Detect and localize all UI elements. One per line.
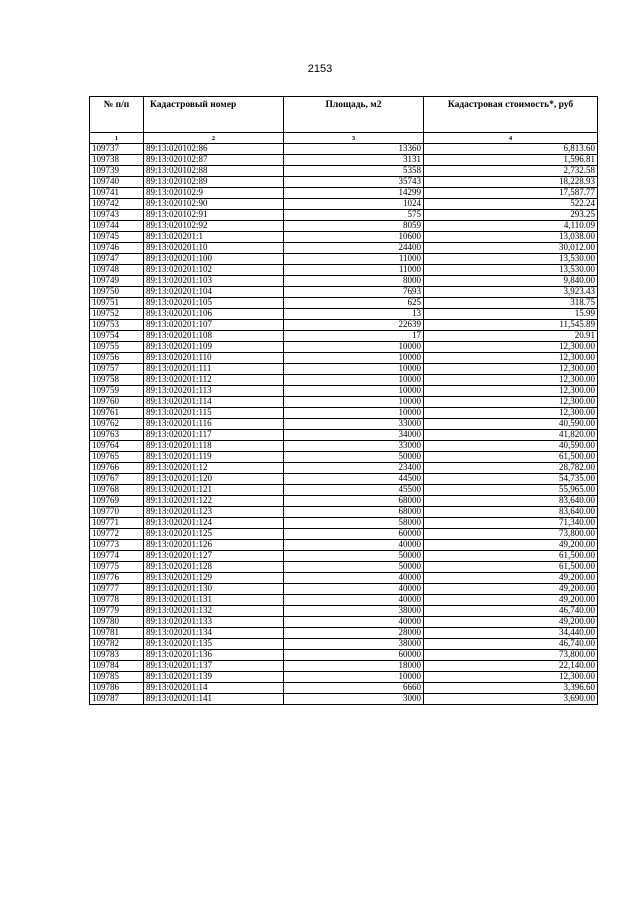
cost-value: 522.24 [424,199,598,210]
area-value: 575 [284,210,424,221]
cadastral-number: 89:13:020201:122 [144,496,284,507]
table-row [90,287,598,298]
cost-value: 40,590.00 [424,419,598,430]
cadastral-number: 89:13:020102:89 [144,177,284,188]
cost-value: 12,300.00 [424,375,598,386]
table-row [90,639,598,650]
row-number: 109771 [90,518,144,529]
table-row [90,529,598,540]
row-number: 109759 [90,386,144,397]
table-row [90,364,598,375]
cadastral-number: 89:13:020201:131 [144,595,284,606]
table-row [90,155,598,166]
table-row [90,463,598,474]
cost-value: 17,587.77 [424,188,598,199]
cadastral-number: 89:13:020201:134 [144,628,284,639]
cost-value: 13,530.00 [424,265,598,276]
row-number: 109738 [90,155,144,166]
table-row [90,485,598,496]
cadastral-number: 89:13:020201:1 [144,232,284,243]
table-row [90,474,598,485]
area-value: 10000 [284,353,424,364]
cadastral-number: 89:13:020201:104 [144,287,284,298]
area-value: 28000 [284,628,424,639]
row-number: 109740 [90,177,144,188]
header-area: Площадь, м2 [284,97,424,133]
row-number: 109777 [90,584,144,595]
cadastral-number: 89:13:020201:100 [144,254,284,265]
cost-value: 83,640.00 [424,496,598,507]
column-number: 4 [424,133,598,144]
row-number: 109786 [90,683,144,694]
cost-value: 46,740.00 [424,639,598,650]
row-number: 109745 [90,232,144,243]
cost-value: 3,690.00 [424,694,598,705]
cost-value: 49,200.00 [424,573,598,584]
area-value: 38000 [284,606,424,617]
cost-value: 40,590.00 [424,441,598,452]
table-row [90,540,598,551]
table-row [90,254,598,265]
area-value: 68000 [284,507,424,518]
cadastral-number: 89:13:020102:91 [144,210,284,221]
table-row [90,276,598,287]
row-number: 109780 [90,617,144,628]
table-row [90,672,598,683]
area-value: 3000 [284,694,424,705]
cadastral-table [89,96,598,705]
cost-value: 46,740.00 [424,606,598,617]
cadastral-number: 89:13:020201:109 [144,342,284,353]
cost-value: 15.99 [424,309,598,320]
column-number: 3 [284,133,424,144]
area-value: 60000 [284,529,424,540]
cadastral-number: 89:13:020201:113 [144,386,284,397]
area-value: 5358 [284,166,424,177]
table-row [90,694,598,705]
cost-value: 61,500.00 [424,551,598,562]
cost-value: 12,300.00 [424,386,598,397]
table-row [90,309,598,320]
row-number: 109783 [90,650,144,661]
cadastral-number: 89:13:020201:120 [144,474,284,485]
table-row [90,408,598,419]
cost-value: 4,110.09 [424,221,598,232]
cadastral-number: 89:13:020201:124 [144,518,284,529]
page-number: 2153 [307,63,333,75]
area-value: 8000 [284,276,424,287]
cost-value: 293.25 [424,210,598,221]
cadastral-number: 89:13:020201:121 [144,485,284,496]
cost-value: 71,340.00 [424,518,598,529]
row-number: 109766 [90,463,144,474]
table-row [90,386,598,397]
row-number: 109768 [90,485,144,496]
row-number: 109782 [90,639,144,650]
table-row [90,298,598,309]
cost-value: 12,300.00 [424,408,598,419]
cost-value: 28,782.00 [424,463,598,474]
cadastral-number: 89:13:020201:127 [144,551,284,562]
cost-value: 55,965.00 [424,485,598,496]
cost-value: 49,200.00 [424,584,598,595]
table-row [90,551,598,562]
cost-value: 3,923.43 [424,287,598,298]
table-row [90,353,598,364]
table-row [90,617,598,628]
row-number: 109746 [90,243,144,254]
row-number: 109749 [90,276,144,287]
cadastral-number: 89:13:020201:130 [144,584,284,595]
column-number: 2 [144,133,284,144]
table-row [90,166,598,177]
table-row [90,628,598,639]
row-number: 109755 [90,342,144,353]
table-row [90,584,598,595]
table-row [90,496,598,507]
cadastral-number: 89:13:020201:126 [144,540,284,551]
area-value: 17 [284,331,424,342]
cadastral-number: 89:13:020201:116 [144,419,284,430]
row-number: 109763 [90,430,144,441]
cost-value: 13,038.00 [424,232,598,243]
cadastral-number: 89:13:020201:128 [144,562,284,573]
table-row [90,177,598,188]
column-number-row [90,133,598,144]
area-value: 22639 [284,320,424,331]
area-value: 33000 [284,419,424,430]
cadastral-number: 89:13:020201:12 [144,463,284,474]
cost-value: 49,200.00 [424,540,598,551]
cadastral-number: 89:13:020201:133 [144,617,284,628]
table-row [90,342,598,353]
area-value: 1024 [284,199,424,210]
row-number: 109753 [90,320,144,331]
row-number: 109776 [90,573,144,584]
area-value: 10000 [284,342,424,353]
cadastral-number: 89:13:020102:9 [144,188,284,199]
cadastral-number: 89:13:020201:102 [144,265,284,276]
cost-value: 49,200.00 [424,595,598,606]
table-row [90,683,598,694]
table-row [90,221,598,232]
cadastral-number: 89:13:020201:114 [144,397,284,408]
cost-value: 12,300.00 [424,364,598,375]
column-number: 1 [90,133,144,144]
cadastral-number: 89:13:020201:135 [144,639,284,650]
area-value: 60000 [284,650,424,661]
area-value: 23400 [284,463,424,474]
area-value: 10000 [284,364,424,375]
cadastral-number: 89:13:020201:105 [144,298,284,309]
cost-value: 1,596.81 [424,155,598,166]
area-value: 13360 [284,144,424,155]
table-row [90,595,598,606]
table-body [90,144,598,705]
area-value: 7693 [284,287,424,298]
cost-value: 18,228.93 [424,177,598,188]
cost-value: 9,840.00 [424,276,598,287]
cadastral-number: 89:13:020201:106 [144,309,284,320]
cost-value: 73,800.00 [424,650,598,661]
row-number: 109779 [90,606,144,617]
cost-value: 2,732.58 [424,166,598,177]
cadastral-number: 89:13:020102:90 [144,199,284,210]
table-row [90,144,598,155]
row-number: 109770 [90,507,144,518]
cadastral-number: 89:13:020201:107 [144,320,284,331]
table-row [90,265,598,276]
area-value: 625 [284,298,424,309]
row-number: 109781 [90,628,144,639]
table-row [90,232,598,243]
area-value: 50000 [284,452,424,463]
table-row [90,518,598,529]
cadastral-number: 89:13:020201:115 [144,408,284,419]
cost-value: 61,500.00 [424,562,598,573]
cadastral-number: 89:13:020201:129 [144,573,284,584]
row-number: 109765 [90,452,144,463]
table-row [90,397,598,408]
cadastral-number: 89:13:020201:112 [144,375,284,386]
area-value: 8059 [284,221,424,232]
cadastral-number: 89:13:020201:110 [144,353,284,364]
cadastral-number: 89:13:020201:10 [144,243,284,254]
area-value: 18000 [284,661,424,672]
area-value: 40000 [284,540,424,551]
area-value: 58000 [284,518,424,529]
area-value: 10000 [284,386,424,397]
table-row [90,243,598,254]
cadastral-number: 89:13:020201:141 [144,694,284,705]
cadastral-number: 89:13:020201:118 [144,441,284,452]
table-row [90,430,598,441]
area-value: 40000 [284,595,424,606]
cadastral-number: 89:13:020201:103 [144,276,284,287]
cadastral-number: 89:13:020102:86 [144,144,284,155]
row-number: 109764 [90,441,144,452]
cost-value: 22,140.00 [424,661,598,672]
row-number: 109760 [90,397,144,408]
cost-value: 20.91 [424,331,598,342]
area-value: 44500 [284,474,424,485]
row-number: 109761 [90,408,144,419]
table-row [90,441,598,452]
cost-value: 41,820.00 [424,430,598,441]
row-number: 109767 [90,474,144,485]
row-number: 109787 [90,694,144,705]
table-row [90,562,598,573]
cost-value: 12,300.00 [424,342,598,353]
row-number: 109773 [90,540,144,551]
row-number: 109774 [90,551,144,562]
cost-value: 6,813.60 [424,144,598,155]
header-cadastral: Кадастровый номер [144,97,284,133]
row-number: 109743 [90,210,144,221]
row-number: 109757 [90,364,144,375]
cost-value: 12,300.00 [424,672,598,683]
row-number: 109748 [90,265,144,276]
area-value: 10000 [284,408,424,419]
cost-value: 49,200.00 [424,617,598,628]
area-value: 10000 [284,397,424,408]
area-value: 3131 [284,155,424,166]
row-number: 109741 [90,188,144,199]
row-number: 109762 [90,419,144,430]
cost-value: 83,640.00 [424,507,598,518]
cadastral-number: 89:13:020102:88 [144,166,284,177]
cadastral-number: 89:13:020201:14 [144,683,284,694]
cost-value: 34,440.00 [424,628,598,639]
area-value: 40000 [284,617,424,628]
cost-value: 318.75 [424,298,598,309]
area-value: 10600 [284,232,424,243]
row-number: 109775 [90,562,144,573]
area-value: 40000 [284,584,424,595]
header-num: № п/п [90,97,144,133]
cadastral-number: 89:13:020201:108 [144,331,284,342]
table-header-row [90,97,598,133]
area-value: 6660 [284,683,424,694]
row-number: 109747 [90,254,144,265]
row-number: 109769 [90,496,144,507]
row-number: 109772 [90,529,144,540]
row-number: 109737 [90,144,144,155]
table-row [90,606,598,617]
area-value: 50000 [284,562,424,573]
table-row [90,188,598,199]
table-row [90,199,598,210]
area-value: 38000 [284,639,424,650]
cost-value: 3,396.60 [424,683,598,694]
cost-value: 61,500.00 [424,452,598,463]
cadastral-number: 89:13:020102:92 [144,221,284,232]
area-value: 11000 [284,254,424,265]
row-number: 109751 [90,298,144,309]
cost-value: 12,300.00 [424,353,598,364]
table-row [90,320,598,331]
area-value: 45500 [284,485,424,496]
cadastral-number: 89:13:020201:119 [144,452,284,463]
area-value: 34000 [284,430,424,441]
row-number: 109752 [90,309,144,320]
area-value: 11000 [284,265,424,276]
row-number: 109742 [90,199,144,210]
cadastral-number: 89:13:020201:136 [144,650,284,661]
cadastral-number: 89:13:020201:117 [144,430,284,441]
area-value: 10000 [284,375,424,386]
row-number: 109754 [90,331,144,342]
cadastral-number: 89:13:020201:123 [144,507,284,518]
table-row [90,452,598,463]
cadastral-number: 89:13:020201:132 [144,606,284,617]
area-value: 14299 [284,188,424,199]
row-number: 109784 [90,661,144,672]
table-row [90,331,598,342]
cadastral-number: 89:13:020201:111 [144,364,284,375]
row-number: 109744 [90,221,144,232]
cadastral-number: 89:13:020201:139 [144,672,284,683]
area-value: 33000 [284,441,424,452]
cadastral-number: 89:13:020201:137 [144,661,284,672]
area-value: 35743 [284,177,424,188]
table-row [90,419,598,430]
row-number: 109756 [90,353,144,364]
area-value: 10000 [284,672,424,683]
table-row [90,573,598,584]
table-row [90,210,598,221]
area-value: 24400 [284,243,424,254]
cost-value: 73,800.00 [424,529,598,540]
area-value: 13 [284,309,424,320]
area-value: 68000 [284,496,424,507]
header-cost: Кадастровая стоимость*, руб [424,97,598,133]
cost-value: 12,300.00 [424,397,598,408]
table-row [90,375,598,386]
table-row [90,661,598,672]
row-number: 109739 [90,166,144,177]
cost-value: 13,530.00 [424,254,598,265]
row-number: 109750 [90,287,144,298]
area-value: 40000 [284,573,424,584]
row-number: 109785 [90,672,144,683]
cadastral-number: 89:13:020201:125 [144,529,284,540]
cadastral-number: 89:13:020102:87 [144,155,284,166]
area-value: 50000 [284,551,424,562]
table-row [90,650,598,661]
cost-value: 11,545.89 [424,320,598,331]
table-row [90,507,598,518]
row-number: 109758 [90,375,144,386]
cost-value: 54,735.00 [424,474,598,485]
row-number: 109778 [90,595,144,606]
cost-value: 30,012.00 [424,243,598,254]
